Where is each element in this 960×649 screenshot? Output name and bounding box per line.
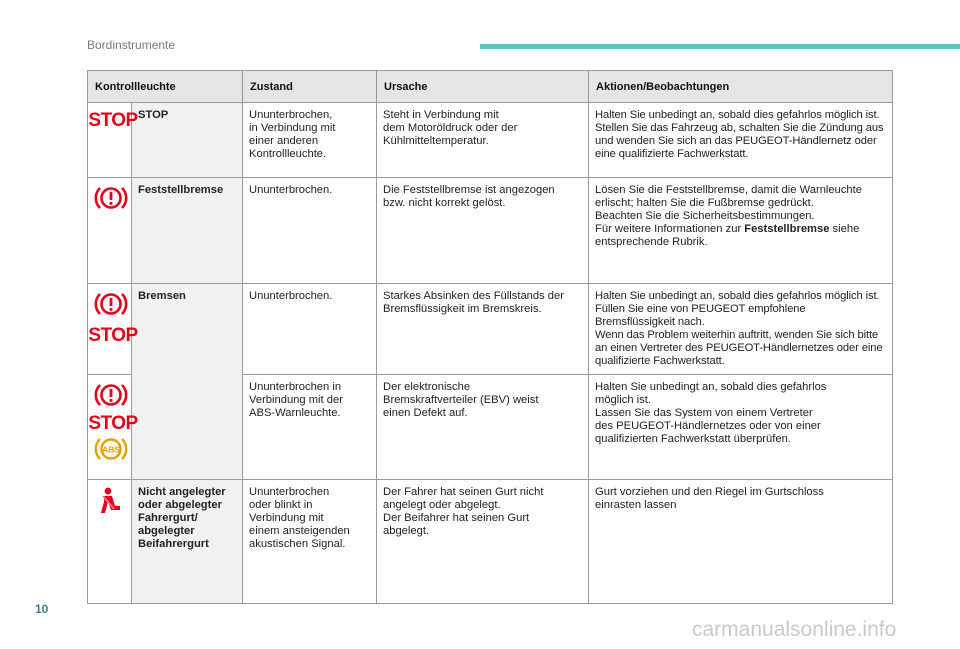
light-state: Ununterbrochen. <box>243 178 377 284</box>
stop-icon <box>88 412 138 434</box>
light-state: Ununterbrochen in Verbindung mit der ABS-Warnleuchte. <box>243 375 377 480</box>
row-icon-cell <box>88 480 132 604</box>
parking-brake-icon <box>94 184 128 212</box>
light-name: Feststellbremse <box>132 178 243 284</box>
column-header-cause: Ursache <box>377 71 589 103</box>
table-row <box>88 178 893 284</box>
row-icon-cell <box>88 375 138 480</box>
table-header-row <box>88 71 893 103</box>
seatbelt-icon <box>95 486 125 516</box>
light-cause: Der Fahrer hat seinen Gurt nicht angelegt oder abgelegt. Der Beifahrer hat seinen Gurt abgelegt. <box>377 480 589 604</box>
light-cause: Die Feststellbremse ist angezogen bzw. nicht korrekt gelöst. <box>377 178 589 284</box>
abs-icon-label: ABS <box>102 444 120 455</box>
stop-icon <box>88 109 138 131</box>
light-cause: Starkes Absinken des Füllstands der Bremsflüssigkeit im Bremskreis. <box>377 284 589 375</box>
light-action-bold: Feststellbremse <box>744 223 830 235</box>
column-header-actions: Aktionen/Beobachtungen <box>589 71 893 103</box>
light-action <box>589 178 893 284</box>
table-row <box>88 480 893 604</box>
light-state: Ununterbrochen. <box>243 284 377 375</box>
light-state: Ununterbrochen oder blinkt in Verbindung mit einem ansteigenden akustischen Signal. <box>243 480 377 604</box>
light-name: Bremsen <box>132 284 243 480</box>
light-action-text-end: siehe entsprechende Rubrik. <box>595 223 860 248</box>
row-icon-cell <box>88 284 138 375</box>
light-action: Halten Sie unbedingt an, sobald dies gefahrlos möglich ist. Stellen Sie das Fahrzeug ab, schalten Sie die Zündung aus und wenden Sie sich an das PEUGEOT-Händlernetz oder eine qualifizierte Fachwerkstatt. <box>589 103 893 178</box>
table-row <box>88 103 893 178</box>
brake-warning-icon <box>94 290 128 318</box>
stop-icon-label: STOP <box>88 325 138 346</box>
stop-icon <box>88 324 138 346</box>
light-name: STOP <box>132 103 243 178</box>
column-header-state: Zustand <box>243 71 377 103</box>
light-cause: Steht in Verbindung mit dem Motoröldruck oder der Kühlmitteltemperatur. <box>377 103 589 178</box>
stop-icon-label: STOP <box>88 110 138 131</box>
section-title-bar <box>480 44 960 49</box>
abs-icon <box>94 435 128 463</box>
watermark: carmanualsonline.info <box>692 618 897 641</box>
row-icon-cell <box>88 178 132 284</box>
warning-lights-table <box>87 70 893 604</box>
brake-warning-icon <box>94 381 128 409</box>
table-row <box>88 284 893 375</box>
column-header-light: Kontrollleuchte <box>88 71 243 103</box>
light-action: Halten Sie unbedingt an, sobald dies gefahrlos möglich ist. Füllen Sie eine von PEUGEOT empfohlene Bremsflüssigkeit nach. Wenn das Problem weiterhin auftritt, wenden Sie sich bitte an einen Vertreter des PEUGEOT-Händlernetzes oder eine qualifizierte Fachwerkstatt. <box>589 284 893 375</box>
light-name: Nicht angelegter oder abgelegter Fahrergurt/ abgelegter Beifahrergurt <box>132 480 243 604</box>
light-action: Halten Sie unbedingt an, sobald dies gefahrlos möglich ist. Lassen Sie das System von einem Vertreter des PEUGEOT-Händlernetzes oder von einer qualifizierten Fachwerkstatt überprüfen. <box>589 375 893 480</box>
light-cause: Der elektronische Bremskraftverteiler (EBV) weist einen Defekt auf. <box>377 375 589 480</box>
light-action-text: Lösen Sie die Feststellbremse, damit die Warnleuchte erlischt; halten Sie die Fußbremse gedrückt. Beachten Sie die Sicherheitsbestimmungen. Für weitere Informationen zur <box>595 184 862 235</box>
row-icon-cell <box>88 103 138 178</box>
light-state: Ununterbrochen, in Verbindung mit einer anderen Kontrollleuchte. <box>243 103 377 178</box>
stop-icon-label: STOP <box>88 413 138 434</box>
page-number: 10 <box>35 602 49 616</box>
light-action: Gurt vorziehen und den Riegel im Gurtschloss einrasten lassen <box>589 480 893 604</box>
section-title: Bordinstrumente <box>87 38 176 52</box>
